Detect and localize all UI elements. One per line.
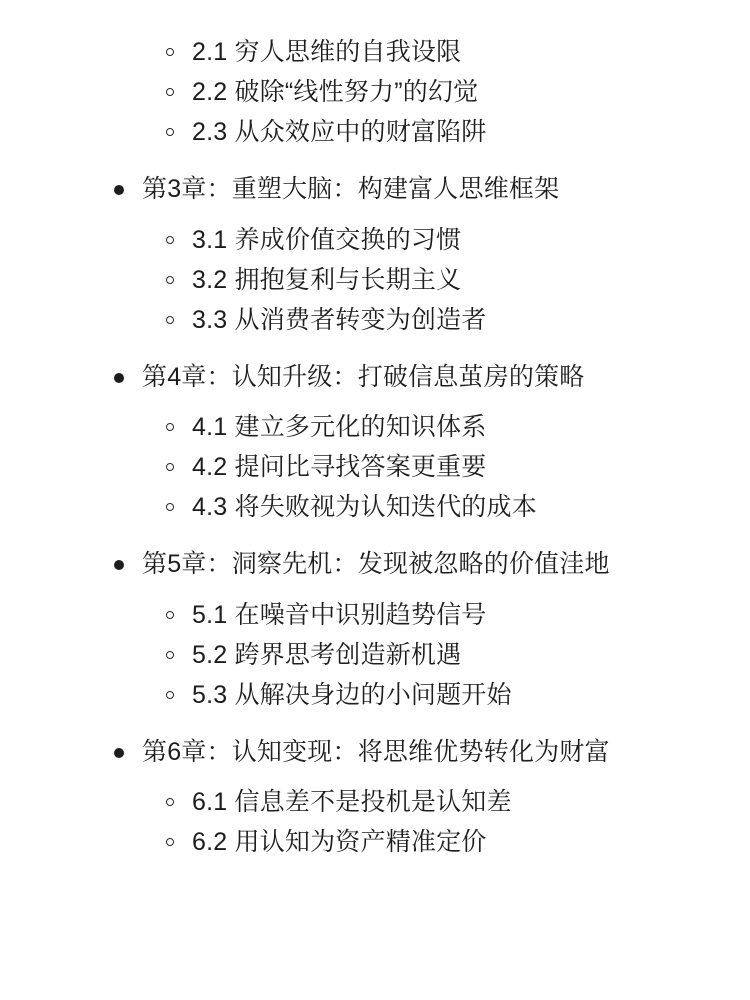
filled-bullet-icon xyxy=(114,748,124,758)
list-item[interactable] xyxy=(40,597,710,633)
list-item-label: 3.1 养成价值交换的习惯 xyxy=(192,225,462,254)
hollow-bullet-icon xyxy=(166,276,174,284)
list-item-label: 3.2 拥抱复利与长期主义 xyxy=(192,265,462,294)
hollow-bullet-icon xyxy=(166,88,174,96)
list-item-label: 6.2 用认知为资产精准定价 xyxy=(192,828,487,856)
filled-bullet-icon xyxy=(114,185,124,195)
list-item[interactable] xyxy=(40,262,710,298)
list-item[interactable] xyxy=(40,824,710,860)
outline-group xyxy=(40,784,710,860)
chapter-item[interactable] xyxy=(40,172,710,208)
chapter-item[interactable] xyxy=(40,547,710,583)
hollow-bullet-icon xyxy=(166,503,174,511)
list-item[interactable] xyxy=(40,114,710,150)
hollow-bullet-icon xyxy=(166,838,174,846)
list-item[interactable] xyxy=(40,74,710,110)
list-item-label: 2.1 穷人思维的自我设限 xyxy=(192,38,462,66)
hollow-bullet-icon xyxy=(166,48,174,56)
outline-group xyxy=(40,409,710,525)
hollow-bullet-icon xyxy=(166,128,174,136)
list-item-label: 5.3 从解决身边的小问题开始 xyxy=(192,680,512,709)
list-item-label: 2.2 破除“线性努力”的幻觉 xyxy=(192,78,479,106)
filled-bullet-icon xyxy=(114,560,124,570)
list-item-label: 4.1 建立多元化的知识体系 xyxy=(192,413,487,441)
chapter-item[interactable] xyxy=(40,735,710,771)
hollow-bullet-icon xyxy=(166,236,174,244)
outline-group xyxy=(40,222,710,338)
list-item[interactable] xyxy=(40,409,710,445)
hollow-bullet-icon xyxy=(166,611,174,619)
list-item[interactable] xyxy=(40,677,710,713)
hollow-bullet-icon xyxy=(166,798,174,806)
list-item[interactable] xyxy=(40,34,710,70)
list-item[interactable] xyxy=(40,784,710,820)
list-item[interactable] xyxy=(40,637,710,673)
list-item-label: 5.1 在噪音中识别趋势信号 xyxy=(192,600,487,629)
chapter-item-label: 第6章：认知变现：将思维优势转化为财富 xyxy=(142,737,610,766)
outline-group xyxy=(40,360,710,396)
outline-group xyxy=(40,172,710,208)
list-item-label: 4.2 提问比寻找答案更重要 xyxy=(192,453,487,481)
list-item-label: 2.3 从众效应中的财富陷阱 xyxy=(192,118,487,146)
outline-group xyxy=(40,597,710,713)
chapter-item-label: 第4章：认知升级：打破信息茧房的策略 xyxy=(142,362,585,391)
list-item[interactable] xyxy=(40,222,710,258)
list-item[interactable] xyxy=(40,302,710,338)
outline-group xyxy=(40,34,710,150)
list-item[interactable] xyxy=(40,489,710,525)
chapter-item-label: 第5章：洞察先机：发现被忽略的价值洼地 xyxy=(142,550,610,578)
list-item-label: 6.1 信息差不是投机是认知差 xyxy=(192,788,512,816)
list-item-label: 3.3 从消费者转变为创造者 xyxy=(192,305,487,334)
hollow-bullet-icon xyxy=(166,423,174,431)
chapter-item[interactable] xyxy=(40,360,710,396)
filled-bullet-icon xyxy=(114,373,124,383)
list-item[interactable] xyxy=(40,449,710,485)
list-item-label: 4.3 将失败视为认知迭代的成本 xyxy=(192,493,537,521)
outline-list xyxy=(40,34,710,860)
list-item-label: 5.2 跨界思考创造新机遇 xyxy=(192,640,462,669)
outline-group xyxy=(40,547,710,583)
outline-group xyxy=(40,735,710,771)
hollow-bullet-icon xyxy=(166,463,174,471)
hollow-bullet-icon xyxy=(166,651,174,659)
chapter-item-label: 第3章：重塑大脑：构建富人思维框架 xyxy=(142,175,560,203)
hollow-bullet-icon xyxy=(166,316,174,324)
hollow-bullet-icon xyxy=(166,691,174,699)
